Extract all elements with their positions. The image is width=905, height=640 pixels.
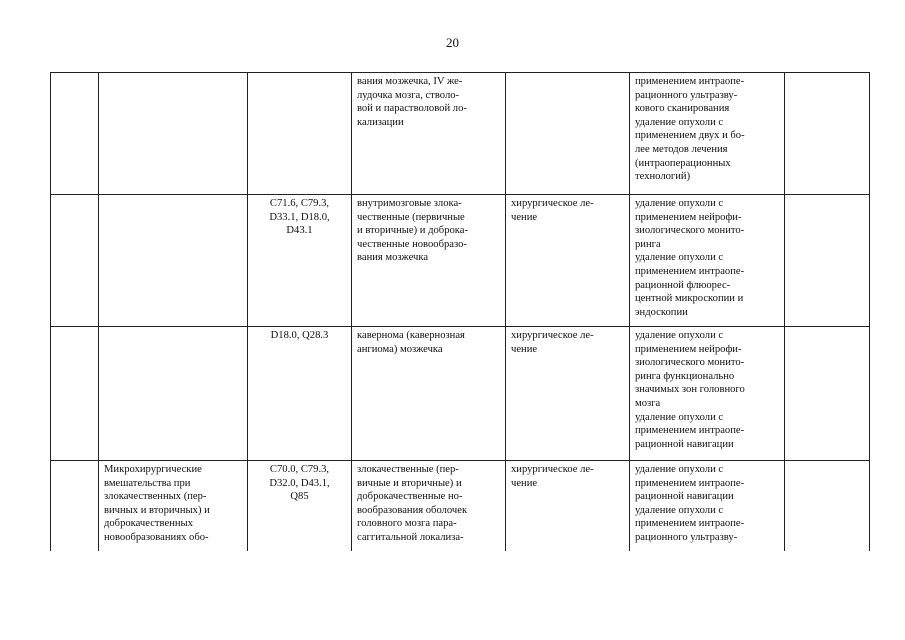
cell-row-number: [51, 461, 99, 551]
cell-treatment-type: [506, 73, 630, 195]
cell-patient-model: злокачественные (пер- вичные и вторичные) и доброкачественные но- вообразования оболочек головного мозга пара- саггитальной локализа-: [352, 461, 506, 551]
cell-treatment-group: [99, 73, 248, 195]
page-number: 20: [446, 35, 459, 50]
cell-treatment-method: применением интраопе- рационного ультразву- кового сканирования удаление опухоли с применением двух и бо- лее методов лечения (интраоперационных технологий): [630, 73, 785, 195]
table-row: [51, 195, 870, 327]
cell-treatment-group: [99, 327, 248, 461]
table-row: [51, 461, 870, 551]
cell-treatment-method: удаление опухоли с применением нейрофи- зиологического монито- ринга функционально значимых зон головного мозга удаление опухоли с применением интраопе- рационной навигации: [630, 327, 785, 461]
table-row: [51, 73, 870, 195]
cell-treatment-type: хирургическое ле- чение: [506, 461, 630, 551]
cell-patient-model: вания мозжечка, IV же- лудочка мозга, стволо- вой и парастволовой ло- кализации: [352, 73, 506, 195]
cell-patient-model: внутримозговые злока- чественные (первичные и вторичные) и доброка- чественные новообразо- вания мозжечка: [352, 195, 506, 327]
cell-standard-cost: [785, 73, 870, 195]
cell-icd-codes: C71.6, C79.3, D33.1, D18.0, D43.1: [248, 195, 352, 327]
cell-treatment-group: Микрохирургические вмешательства при злокачественных (пер- вичных и вторичных) и доброкачественных новообразованиях обо-: [99, 461, 248, 551]
cell-standard-cost: [785, 195, 870, 327]
cell-icd-codes: [248, 73, 352, 195]
medical-procedures-table: [50, 72, 870, 551]
cell-treatment-method: удаление опухоли с применением нейрофи- зиологического монито- ринга удаление опухоли с применением интраопе- рационной флюорес- центной микроскопии и эндоскопии: [630, 195, 785, 327]
cell-row-number: [51, 195, 99, 327]
cell-treatment-type: хирургическое ле- чение: [506, 195, 630, 327]
table-row: [51, 327, 870, 461]
cell-treatment-method: удаление опухоли с применением интраопе- рационной навигации удаление опухоли с применением интраопе- рационного ультразву-: [630, 461, 785, 551]
cell-treatment-type: хирургическое ле- чение: [506, 327, 630, 461]
cell-standard-cost: [785, 327, 870, 461]
cell-row-number: [51, 327, 99, 461]
cell-icd-codes: D18.0, Q28.3: [248, 327, 352, 461]
cell-icd-codes: C70.0, C79.3, D32.0, D43.1, Q85: [248, 461, 352, 551]
cell-treatment-group: [99, 195, 248, 327]
cell-standard-cost: [785, 461, 870, 551]
cell-patient-model: кавернома (кавернозная ангиома) мозжечка: [352, 327, 506, 461]
cell-row-number: [51, 73, 99, 195]
